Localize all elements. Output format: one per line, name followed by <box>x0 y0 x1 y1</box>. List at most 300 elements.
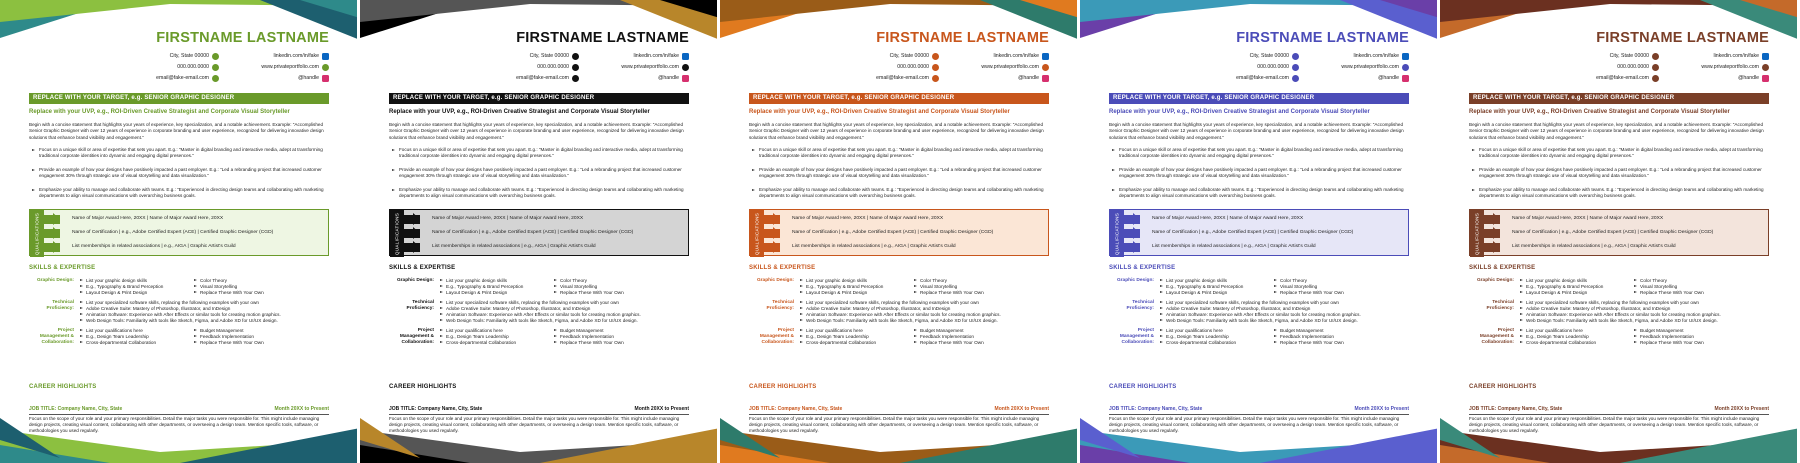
instagram-icon <box>682 75 689 82</box>
skill-item: Replace These With Your Own <box>560 290 624 295</box>
skill-item: Color Theory <box>920 278 948 283</box>
city-state: City, State 00000 <box>1249 53 1289 59</box>
phone-number: 000.000.0000 <box>177 64 209 70</box>
candidate-name: FIRSTNAME LASTNAME <box>516 30 689 46</box>
instagram-icon <box>1402 75 1409 82</box>
skill-item: List your qualifications here <box>446 328 503 333</box>
skill-item: Visual Storytelling <box>920 284 958 289</box>
qualification-awards: Name of Major Award Here, 20XX | Name of Major Award Here, 20XX <box>1152 216 1304 221</box>
skill-item: Layout Design & Print Design <box>86 290 148 295</box>
summary-paragraph: Begin with a concise statement that highlights your years of experience, key specialization, and a notable achievement. Example: "Accomplished Senior Graphic Designer with over 12 years of experience in corporate branding and user experience, recognized for delivering innovative design solutions that enhance brand visibility and engagement." <box>389 122 684 140</box>
resume-content <box>1109 26 1409 436</box>
email-icon <box>1652 75 1659 82</box>
city-state: City, State 00000 <box>889 53 929 59</box>
job-dates: Month 20XX to Present <box>994 406 1049 412</box>
management-label: Management & <box>1119 334 1154 339</box>
graphic-design-label: Graphic Design: <box>1476 278 1514 283</box>
qualifications-tab <box>750 210 764 257</box>
skill-item: Visual Storytelling <box>1280 284 1318 289</box>
phone-number: 000.000.0000 <box>897 64 929 70</box>
arrow-right-icon <box>44 215 60 224</box>
skill-item: Layout Design & Print Design <box>446 290 508 295</box>
summary-paragraph: Begin with a concise statement that highlights your years of experience, key specialization, and a notable achievement. Example: "Accomplished Senior Graphic Designer with over 12 years of experience in corporate branding and user experience, recognized for delivering innovative design solutions that enhance brand visibility and engagement." <box>29 122 324 140</box>
skill-item: List your specialized software skills, replacing the following examples with your own <box>446 300 619 305</box>
qualification-memberships: List memberships in related associations | e.g., AIGA | Graphic Artist's Guild <box>72 244 236 249</box>
skill-item: E.g., Design Team Leadership <box>446 334 509 339</box>
proficiency-label: Proficiency: <box>406 306 434 311</box>
summary-bullet: Provide an example of how your designs have positively impacted a past employer. E.g.: "Led a rebranding project that increased customer engagement 30% through strategic use of visual storytelling and data visualization." <box>39 167 327 180</box>
project-label: Project <box>1497 328 1514 333</box>
value-proposition: Replace with your UVP, e.g., ROI-Driven Creative Strategist and Corporate Visual Storyteller <box>1109 109 1370 115</box>
location-icon <box>932 53 939 60</box>
skill-item: Color Theory <box>200 278 228 283</box>
resume-page-black <box>360 0 720 463</box>
skill-item: Budget Management <box>1640 328 1684 333</box>
summary-bullet: Emphasize your ability to manage and collaborate with teams. E.g.: "Experienced in directing design teams and collaborating with marketing departments to align visual communications with overarching business goals. <box>39 187 327 200</box>
skill-item: List your graphic design skills <box>1166 278 1227 283</box>
phone-icon <box>1652 64 1659 71</box>
resume-content <box>389 26 689 436</box>
skill-item: Cross-departmental Collaboration <box>86 340 157 345</box>
email-address: email@fake-email.com <box>876 75 929 81</box>
resume-page-brown <box>1440 0 1797 463</box>
target-title-bar: REPLACE WITH YOUR TARGET, e.g. SENIOR GRAPHIC DESIGNER <box>749 93 1049 104</box>
phone-number: 000.000.0000 <box>1257 64 1289 70</box>
arrow-right-icon <box>404 215 420 224</box>
contact-left <box>876 51 939 84</box>
skill-item: Feedback Implementation <box>920 334 974 339</box>
qualifications-label: QUALIFICATIONS <box>1474 212 1480 255</box>
skills-heading: SKILLS & EXPERTISE <box>1469 265 1536 271</box>
skill-item: E.g., Design Team Leadership <box>1166 334 1229 339</box>
career-heading: CAREER HIGHLIGHTS <box>1109 384 1177 390</box>
project-label: Project <box>1137 328 1154 333</box>
location-icon <box>212 53 219 60</box>
skill-item: Visual Storytelling <box>1640 284 1678 289</box>
city-state: City, State 00000 <box>529 53 569 59</box>
skill-item: Animation Software: Experience with After Effects or similar tools for creating motion graphics. <box>446 312 641 317</box>
city-state: City, State 00000 <box>1609 53 1649 59</box>
project-label: Project <box>417 328 434 333</box>
arrow-right-icon <box>764 215 780 224</box>
location-icon <box>1292 53 1299 60</box>
skill-item: Feedback Implementation <box>200 334 254 339</box>
candidate-name: FIRSTNAME LASTNAME <box>1596 30 1769 46</box>
arrow-right-icon <box>1124 229 1140 238</box>
phone-icon <box>1292 64 1299 71</box>
job-header-row <box>749 406 1049 415</box>
skill-item: List your specialized software skills, replacing the following examples with your own <box>86 300 259 305</box>
linkedin-icon <box>682 53 689 60</box>
portfolio-url: www.privateportfolio.com <box>1701 64 1759 70</box>
resume-page-orange <box>720 0 1080 463</box>
globe-icon <box>322 64 329 71</box>
project-label: Project <box>777 328 794 333</box>
skill-item: Visual Storytelling <box>200 284 238 289</box>
skill-item: E.g., Typography & Brand Perception <box>86 284 164 289</box>
arrow-right-icon <box>1484 215 1500 224</box>
qualifications-tab <box>1470 210 1484 257</box>
arrow-right-icon <box>44 229 60 238</box>
candidate-name: FIRSTNAME LASTNAME <box>1236 30 1409 46</box>
skill-item: Feedback Implementation <box>560 334 614 339</box>
skill-item: Budget Management <box>1280 328 1324 333</box>
skill-item: Color Theory <box>560 278 588 283</box>
qualification-awards: Name of Major Award Here, 20XX | Name of Major Award Here, 20XX <box>432 216 584 221</box>
graphic-design-label: Graphic Design: <box>396 278 434 283</box>
technical-label: Technical <box>772 300 794 305</box>
target-title-bar: REPLACE WITH YOUR TARGET, e.g. SENIOR GRAPHIC DESIGNER <box>1469 93 1769 104</box>
skill-item: Budget Management <box>560 328 604 333</box>
skill-item: Replace These With Your Own <box>200 290 264 295</box>
email-address: email@fake-email.com <box>1236 75 1289 81</box>
skill-item: List your graphic design skills <box>806 278 867 283</box>
social-handle: @handle <box>1378 75 1399 81</box>
proficiency-label: Proficiency: <box>1486 306 1514 311</box>
social-handle: @handle <box>298 75 319 81</box>
globe-icon <box>1762 64 1769 71</box>
linkedin-url: linkedin.com/in/fake <box>1353 53 1399 59</box>
skills-heading: SKILLS & EXPERTISE <box>29 265 96 271</box>
phone-icon <box>932 64 939 71</box>
resume-content <box>29 26 329 436</box>
email-address: email@fake-email.com <box>1596 75 1649 81</box>
portfolio-url: www.privateportfolio.com <box>981 64 1039 70</box>
collaboration-label: Collaboration: <box>41 340 74 345</box>
skill-item: E.g., Design Team Leadership <box>806 334 869 339</box>
skill-item: List your graphic design skills <box>86 278 147 283</box>
qualification-memberships: List memberships in related associations | e.g., AIGA | Graphic Artist's Guild <box>1152 244 1316 249</box>
target-title-bar: REPLACE WITH YOUR TARGET, e.g. SENIOR GRAPHIC DESIGNER <box>29 93 329 104</box>
arrow-right-icon <box>764 243 780 252</box>
job-dates: Month 20XX to Present <box>274 406 329 412</box>
target-title-bar: REPLACE WITH YOUR TARGET, e.g. SENIOR GRAPHIC DESIGNER <box>1109 93 1409 104</box>
skill-item: Animation Software: Experience with After Effects or similar tools for creating motion graphics. <box>1166 312 1361 317</box>
summary-paragraph: Begin with a concise statement that highlights your years of experience, key specialization, and a notable achievement. Example: "Accomplished Senior Graphic Designer with over 12 years of experience in corporate branding and user experience, recognized for delivering innovative design solutions that enhance brand visibility and engagement." <box>1469 122 1764 140</box>
skill-item: Feedback Implementation <box>1280 334 1334 339</box>
arrow-right-icon <box>1124 243 1140 252</box>
linkedin-url: linkedin.com/in/fake <box>273 53 319 59</box>
technical-label: Technical <box>1132 300 1154 305</box>
graphic-design-label: Graphic Design: <box>36 278 74 283</box>
arrow-right-icon <box>404 229 420 238</box>
qualification-memberships: List memberships in related associations | e.g., AIGA | Graphic Artist's Guild <box>432 244 596 249</box>
skill-item: Cross-departmental Collaboration <box>446 340 517 345</box>
summary-bullet: Provide an example of how your designs have positively impacted a past employer. E.g.: "Led a rebranding project that increased customer engagement 30% through strategic use of visual storytelling and data visualization." <box>1479 167 1767 180</box>
target-title-bar: REPLACE WITH YOUR TARGET, e.g. SENIOR GRAPHIC DESIGNER <box>389 93 689 104</box>
phone-icon <box>572 64 579 71</box>
qualifications-tab <box>30 210 44 257</box>
skill-item: List your qualifications here <box>1166 328 1223 333</box>
email-icon <box>572 75 579 82</box>
skill-item: Web Design Tools: Familiarity with tools like Sketch, Figma, and Adobe XD for UI/UX design. <box>86 318 278 323</box>
project-label: Project <box>57 328 74 333</box>
graphic-design-label: Graphic Design: <box>756 278 794 283</box>
skill-item: Animation Software: Experience with After Effects or similar tools for creating motion graphics. <box>1526 312 1721 317</box>
social-handle: @handle <box>1018 75 1039 81</box>
resume-content <box>1469 26 1769 436</box>
arrow-right-icon <box>1484 229 1500 238</box>
job-dates: Month 20XX to Present <box>1714 406 1769 412</box>
qualifications-label: QUALIFICATIONS <box>394 212 400 255</box>
collaboration-label: Collaboration: <box>761 340 794 345</box>
skill-item: Web Design Tools: Familiarity with tools like Sketch, Figma, and Adobe XD for UI/UX design. <box>446 318 638 323</box>
job-title: JOB TITLE: Company Name, City, State <box>389 406 483 412</box>
job-description: Focus on the scope of your role and your primary responsibilities. Detail the major tasks you were responsible for. This might include managing design projects, creating visual content, collaborating with other departments, or overseeing a design team. Mention specific tools, software, or methodologies you used regularly. <box>389 416 680 434</box>
summary-bullet: Focus on a unique skill or area of expertise that sets you apart. E.g.: "Master in digital branding and interactive media, adept at transforming traditional corporate identities into dynamic and engaging digital presences." <box>1119 147 1407 160</box>
skill-item: List your graphic design skills <box>1526 278 1587 283</box>
candidate-name: FIRSTNAME LASTNAME <box>876 30 1049 46</box>
qualification-certifications: Name of Certification | e.g., Adobe Certified Expert (ACE) | Certified Graphic Designer (CGD) <box>432 230 634 235</box>
job-title: JOB TITLE: Company Name, City, State <box>749 406 843 412</box>
linkedin-url: linkedin.com/in/fake <box>993 53 1039 59</box>
collaboration-label: Collaboration: <box>401 340 434 345</box>
job-header-row <box>1109 406 1409 415</box>
skill-item: List your qualifications here <box>86 328 143 333</box>
skill-item: E.g., Design Team Leadership <box>1526 334 1589 339</box>
contact-right <box>1341 51 1409 84</box>
proficiency-label: Proficiency: <box>46 306 74 311</box>
linkedin-icon <box>1762 53 1769 60</box>
summary-bullet: Provide an example of how your designs have positively impacted a past employer. E.g.: "Led a rebranding project that increased customer engagement 30% through strategic use of visual storytelling and data visualization." <box>1119 167 1407 180</box>
phone-icon <box>212 64 219 71</box>
contact-left <box>1236 51 1299 84</box>
skill-item: E.g., Typography & Brand Perception <box>806 284 884 289</box>
globe-icon <box>1402 64 1409 71</box>
skill-item: Replace These With Your Own <box>560 340 624 345</box>
management-label: Management & <box>399 334 434 339</box>
skill-item: Replace These With Your Own <box>1640 340 1704 345</box>
contact-right <box>981 51 1049 84</box>
proficiency-label: Proficiency: <box>766 306 794 311</box>
qualification-memberships: List memberships in related associations | e.g., AIGA | Graphic Artist's Guild <box>792 244 956 249</box>
qualifications-tab <box>390 210 404 257</box>
contact-left <box>516 51 579 84</box>
arrow-right-icon <box>404 243 420 252</box>
contact-right <box>621 51 689 84</box>
qualifications-label: QUALIFICATIONS <box>34 212 40 255</box>
linkedin-icon <box>322 53 329 60</box>
email-address: email@fake-email.com <box>516 75 569 81</box>
contact-right <box>261 51 329 84</box>
skill-item: Visual Storytelling <box>560 284 598 289</box>
candidate-name: FIRSTNAME LASTNAME <box>156 30 329 46</box>
resume-page-purple <box>1080 0 1440 463</box>
skill-item: Layout Design & Print Design <box>1526 290 1588 295</box>
phone-number: 000.000.0000 <box>1617 64 1649 70</box>
arrow-right-icon <box>1124 215 1140 224</box>
qualifications-box <box>1109 209 1409 256</box>
skill-item: Adobe Creative Suite: Mastery of Photoshop, Illustrator, and InDesign <box>86 306 231 311</box>
qualification-awards: Name of Major Award Here, 20XX | Name of Major Award Here, 20XX <box>1512 216 1664 221</box>
skill-item: List your graphic design skills <box>446 278 507 283</box>
summary-paragraph: Begin with a concise statement that highlights your years of experience, key specialization, and a notable achievement. Example: "Accomplished Senior Graphic Designer with over 12 years of experience in corporate branding and user experience, recognized for delivering innovative design solutions that enhance brand visibility and engagement." <box>749 122 1044 140</box>
skill-item: E.g., Typography & Brand Perception <box>1526 284 1604 289</box>
portfolio-url: www.privateportfolio.com <box>1341 64 1399 70</box>
technical-label: Technical <box>412 300 434 305</box>
qualifications-label: QUALIFICATIONS <box>754 212 760 255</box>
management-label: Management & <box>1479 334 1514 339</box>
qualification-certifications: Name of Certification | e.g., Adobe Certified Expert (ACE) | Certified Graphic Designer (CGD) <box>1152 230 1354 235</box>
skill-item: E.g., Design Team Leadership <box>86 334 149 339</box>
skill-item: E.g., Typography & Brand Perception <box>1166 284 1244 289</box>
summary-bullet: Emphasize your ability to manage and collaborate with teams. E.g.: "Experienced in directing design teams and collaborating with marketing departments to align visual communications with overarching business goals. <box>1119 187 1407 200</box>
technical-label: Technical <box>52 300 74 305</box>
arrow-right-icon <box>764 229 780 238</box>
skill-item: List your specialized software skills, replacing the following examples with your own <box>1526 300 1699 305</box>
skill-item: Web Design Tools: Familiarity with tools like Sketch, Figma, and Adobe XD for UI/UX design. <box>1166 318 1358 323</box>
email-icon <box>1292 75 1299 82</box>
summary-bullet: Focus on a unique skill or area of expertise that sets you apart. E.g.: "Master in digital branding and interactive media, adept at transforming traditional corporate identities into dynamic and engaging digital presences." <box>39 147 327 160</box>
skill-item: Budget Management <box>920 328 964 333</box>
skill-item: Feedback Implementation <box>1640 334 1694 339</box>
skill-item: Color Theory <box>1640 278 1668 283</box>
job-description: Focus on the scope of your role and your primary responsibilities. Detail the major tasks you were responsible for. This might include managing design projects, creating visual content, collaborating with other departments, or overseeing a design team. Mention specific tools, software, or methodologies you used regularly. <box>29 416 320 434</box>
career-heading: CAREER HIGHLIGHTS <box>389 384 457 390</box>
linkedin-url: linkedin.com/in/fake <box>633 53 679 59</box>
value-proposition: Replace with your UVP, e.g., ROI-Driven Creative Strategist and Corporate Visual Storyteller <box>389 109 650 115</box>
email-address: email@fake-email.com <box>156 75 209 81</box>
technical-label: Technical <box>1492 300 1514 305</box>
skill-item: Replace These With Your Own <box>920 340 984 345</box>
qualifications-box <box>749 209 1049 256</box>
summary-bullet: Emphasize your ability to manage and collaborate with teams. E.g.: "Experienced in directing design teams and collaborating with marketing departments to align visual communications with overarching business goals. <box>1479 187 1767 200</box>
skill-item: Replace These With Your Own <box>920 290 984 295</box>
value-proposition: Replace with your UVP, e.g., ROI-Driven Creative Strategist and Corporate Visual Storyteller <box>1469 109 1730 115</box>
location-icon <box>1652 53 1659 60</box>
skill-item: Web Design Tools: Familiarity with tools like Sketch, Figma, and Adobe XD for UI/UX design. <box>806 318 998 323</box>
collaboration-label: Collaboration: <box>1121 340 1154 345</box>
contact-right <box>1701 51 1769 84</box>
email-icon <box>212 75 219 82</box>
value-proposition: Replace with your UVP, e.g., ROI-Driven Creative Strategist and Corporate Visual Storyteller <box>29 109 290 115</box>
summary-paragraph: Begin with a concise statement that highlights your years of experience, key specialization, and a notable achievement. Example: "Accomplished Senior Graphic Designer with over 12 years of experience in corporate branding and user experience, recognized for delivering innovative design solutions that enhance brand visibility and engagement." <box>1109 122 1404 140</box>
summary-bullet: Provide an example of how your designs have positively impacted a past employer. E.g.: "Led a rebranding project that increased customer engagement 30% through strategic use of visual storytelling and data visualization." <box>399 167 687 180</box>
skill-item: Animation Software: Experience with After Effects or similar tools for creating motion graphics. <box>86 312 281 317</box>
linkedin-icon <box>1402 53 1409 60</box>
skill-item: Replace These With Your Own <box>1640 290 1704 295</box>
instagram-icon <box>1042 75 1049 82</box>
skill-item: E.g., Typography & Brand Perception <box>446 284 524 289</box>
linkedin-icon <box>1042 53 1049 60</box>
qualifications-box <box>29 209 329 256</box>
job-dates: Month 20XX to Present <box>1354 406 1409 412</box>
skill-item: List your specialized software skills, replacing the following examples with your own <box>1166 300 1339 305</box>
skills-heading: SKILLS & EXPERTISE <box>749 265 816 271</box>
social-handle: @handle <box>1738 75 1759 81</box>
value-proposition: Replace with your UVP, e.g., ROI-Driven Creative Strategist and Corporate Visual Storyteller <box>749 109 1010 115</box>
job-dates: Month 20XX to Present <box>634 406 689 412</box>
job-description: Focus on the scope of your role and your primary responsibilities. Detail the major tasks you were responsible for. This might include managing design projects, creating visual content, collaborating with other departments, or overseeing a design team. Mention specific tools, software, or methodologies you used regularly. <box>1469 416 1760 434</box>
summary-bullet: Focus on a unique skill or area of expertise that sets you apart. E.g.: "Master in digital branding and interactive media, adept at transforming traditional corporate identities into dynamic and engaging digital presences." <box>399 147 687 160</box>
management-label: Management & <box>759 334 794 339</box>
email-icon <box>932 75 939 82</box>
skill-item: Animation Software: Experience with After Effects or similar tools for creating motion graphics. <box>806 312 1001 317</box>
graphic-design-label: Graphic Design: <box>1116 278 1154 283</box>
proficiency-label: Proficiency: <box>1126 306 1154 311</box>
qualifications-label: QUALIFICATIONS <box>1114 212 1120 255</box>
skill-item: Color Theory <box>1280 278 1308 283</box>
job-header-row <box>389 406 689 415</box>
skill-item: Cross-departmental Collaboration <box>1166 340 1237 345</box>
qualification-awards: Name of Major Award Here, 20XX | Name of Major Award Here, 20XX <box>792 216 944 221</box>
qualification-certifications: Name of Certification | e.g., Adobe Certified Expert (ACE) | Certified Graphic Designer (CGD) <box>72 230 274 235</box>
resume-content <box>749 26 1049 436</box>
skill-item: Adobe Creative Suite: Mastery of Photoshop, Illustrator, and InDesign <box>1526 306 1671 311</box>
skill-item: List your specialized software skills, replacing the following examples with your own <box>806 300 979 305</box>
arrow-right-icon <box>44 243 60 252</box>
globe-icon <box>1042 64 1049 71</box>
skill-item: Cross-departmental Collaboration <box>1526 340 1597 345</box>
qualification-awards: Name of Major Award Here, 20XX | Name of Major Award Here, 20XX <box>72 216 224 221</box>
contact-left <box>1596 51 1659 84</box>
skill-item: Adobe Creative Suite: Mastery of Photoshop, Illustrator, and InDesign <box>806 306 951 311</box>
qualifications-tab <box>1110 210 1124 257</box>
summary-bullet: Emphasize your ability to manage and collaborate with teams. E.g.: "Experienced in directing design teams and collaborating with marketing departments to align visual communications with overarching business goals. <box>399 187 687 200</box>
management-label: Management & <box>39 334 74 339</box>
job-header-row <box>29 406 329 415</box>
qualifications-box <box>389 209 689 256</box>
social-handle: @handle <box>658 75 679 81</box>
skill-item: Replace These With Your Own <box>1280 340 1344 345</box>
location-icon <box>572 53 579 60</box>
resume-page-green <box>0 0 360 463</box>
summary-bullet: Focus on a unique skill or area of expertise that sets you apart. E.g.: "Master in digital branding and interactive media, adept at transforming traditional corporate identities into dynamic and engaging digital presences." <box>1479 147 1767 160</box>
job-title: JOB TITLE: Company Name, City, State <box>1469 406 1563 412</box>
qualification-memberships: List memberships in related associations | e.g., AIGA | Graphic Artist's Guild <box>1512 244 1676 249</box>
career-heading: CAREER HIGHLIGHTS <box>29 384 97 390</box>
skill-item: Layout Design & Print Design <box>806 290 868 295</box>
linkedin-url: linkedin.com/in/fake <box>1713 53 1759 59</box>
career-heading: CAREER HIGHLIGHTS <box>749 384 817 390</box>
skill-item: Layout Design & Print Design <box>1166 290 1228 295</box>
portfolio-url: www.privateportfolio.com <box>621 64 679 70</box>
instagram-icon <box>1762 75 1769 82</box>
arrow-right-icon <box>1484 243 1500 252</box>
collaboration-label: Collaboration: <box>1481 340 1514 345</box>
skill-item: Replace These With Your Own <box>200 340 264 345</box>
summary-bullet: Provide an example of how your designs have positively impacted a past employer. E.g.: "Led a rebranding project that increased customer engagement 30% through strategic use of visual storytelling and data visualization." <box>759 167 1047 180</box>
skill-item: List your qualifications here <box>1526 328 1583 333</box>
job-title: JOB TITLE: Company Name, City, State <box>1109 406 1203 412</box>
skills-heading: SKILLS & EXPERTISE <box>389 265 456 271</box>
portfolio-url: www.privateportfolio.com <box>261 64 319 70</box>
city-state: City, State 00000 <box>169 53 209 59</box>
job-title: JOB TITLE: Company Name, City, State <box>29 406 123 412</box>
job-description: Focus on the scope of your role and your primary responsibilities. Detail the major tasks you were responsible for. This might include managing design projects, creating visual content, collaborating with other departments, or overseeing a design team. Mention specific tools, software, or methodologies you used regularly. <box>749 416 1040 434</box>
job-header-row <box>1469 406 1769 415</box>
career-heading: CAREER HIGHLIGHTS <box>1469 384 1537 390</box>
job-description: Focus on the scope of your role and your primary responsibilities. Detail the major tasks you were responsible for. This might include managing design projects, creating visual content, collaborating with other departments, or overseeing a design team. Mention specific tools, software, or methodologies you used regularly. <box>1109 416 1400 434</box>
qualification-certifications: Name of Certification | e.g., Adobe Certified Expert (ACE) | Certified Graphic Designer (CGD) <box>792 230 994 235</box>
skill-item: Budget Management <box>200 328 244 333</box>
skill-item: Adobe Creative Suite: Mastery of Photoshop, Illustrator, and InDesign <box>1166 306 1311 311</box>
qualification-certifications: Name of Certification | e.g., Adobe Certified Expert (ACE) | Certified Graphic Designer (CGD) <box>1512 230 1714 235</box>
skill-item: Cross-departmental Collaboration <box>806 340 877 345</box>
phone-number: 000.000.0000 <box>537 64 569 70</box>
skill-item: Web Design Tools: Familiarity with tools like Sketch, Figma, and Adobe XD for UI/UX design. <box>1526 318 1718 323</box>
summary-bullet: Focus on a unique skill or area of expertise that sets you apart. E.g.: "Master in digital branding and interactive media, adept at transforming traditional corporate identities into dynamic and engaging digital presences." <box>759 147 1047 160</box>
skill-item: Replace These With Your Own <box>1280 290 1344 295</box>
instagram-icon <box>322 75 329 82</box>
skills-heading: SKILLS & EXPERTISE <box>1109 265 1176 271</box>
skill-item: List your qualifications here <box>806 328 863 333</box>
qualifications-box <box>1469 209 1769 256</box>
globe-icon <box>682 64 689 71</box>
skill-item: Adobe Creative Suite: Mastery of Photoshop, Illustrator, and InDesign <box>446 306 591 311</box>
contact-left <box>156 51 219 84</box>
summary-bullet: Emphasize your ability to manage and collaborate with teams. E.g.: "Experienced in directing design teams and collaborating with marketing departments to align visual communications with overarching business goals. <box>759 187 1047 200</box>
